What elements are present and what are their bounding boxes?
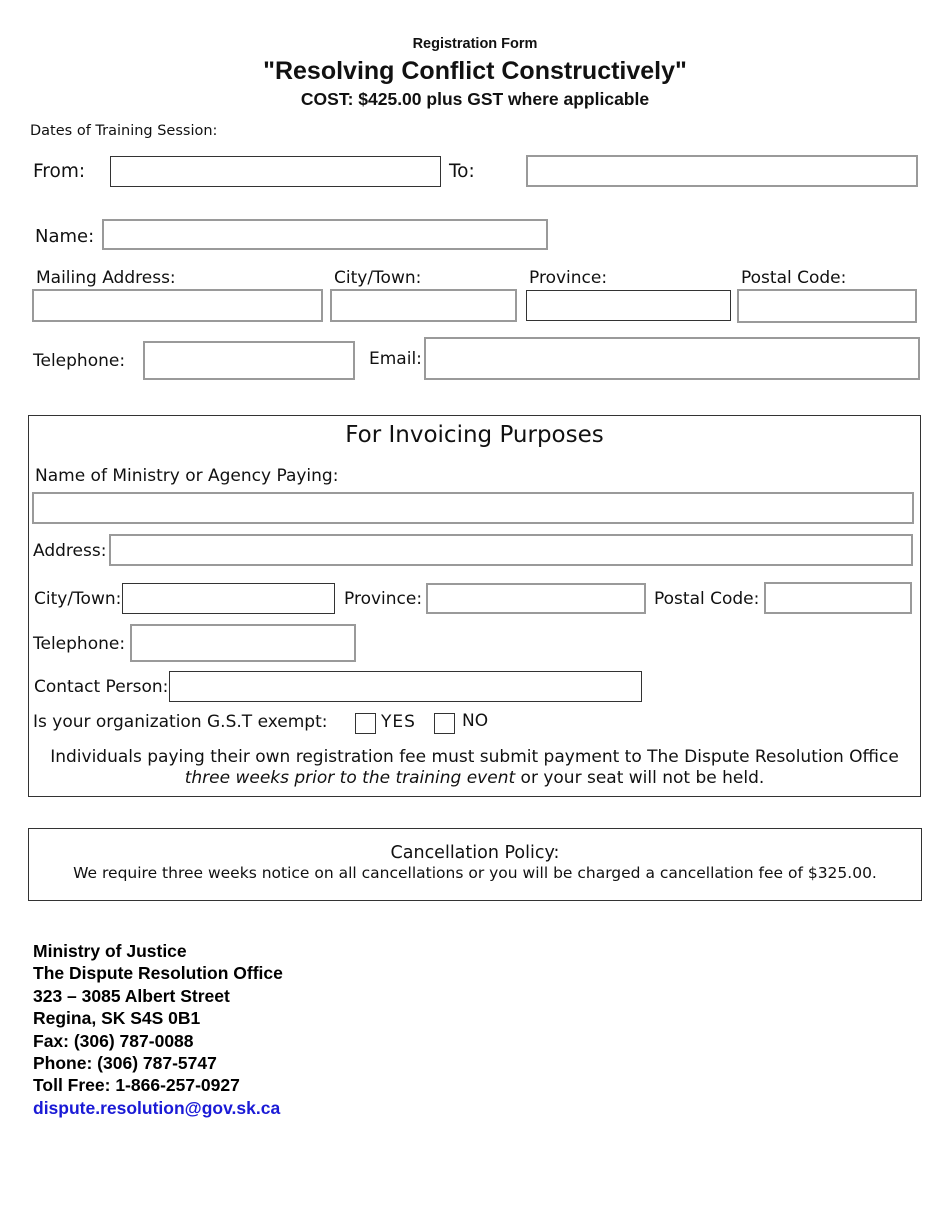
invoicing-heading: For Invoicing Purposes	[345, 422, 604, 448]
city-label: City/Town:	[334, 268, 422, 288]
gst-yes-label: YES	[381, 712, 416, 732]
invoice-city-label: City/Town:	[34, 589, 122, 609]
invoice-address-field[interactable]	[109, 534, 913, 566]
from-label: From:	[33, 161, 86, 182]
invoice-telephone-label: Telephone:	[33, 634, 126, 654]
footer-ministry: Ministry of Justice	[33, 941, 187, 961]
contact-person-label: Contact Person:	[34, 677, 169, 697]
form-type: Registration Form	[412, 36, 538, 52]
from-date-field[interactable]	[110, 156, 441, 187]
to-label: To:	[449, 161, 475, 182]
payment-notice-line2	[28, 768, 921, 789]
payment-notice-rest: or your seat will not be held.	[515, 768, 765, 788]
invoice-province-label: Province:	[344, 589, 423, 609]
footer-email-link[interactable]: dispute.resolution@gov.sk.ca	[33, 1097, 281, 1118]
telephone-field[interactable]	[143, 341, 355, 380]
city-field[interactable]	[330, 289, 517, 322]
footer-city: Regina, SK S4S 0B1	[33, 1008, 201, 1029]
footer-phone: Phone: (306) 787-5747	[33, 1053, 217, 1074]
gst-no-label: NO	[462, 711, 489, 731]
cancellation-text: We require three weeks notice on all cancellations or you will be charged a cancellation fee of $325.00.	[73, 864, 877, 882]
invoice-postal-field[interactable]	[764, 582, 912, 614]
footer-fax: Fax: (306) 787-0088	[33, 1030, 194, 1051]
postal-code-label: Postal Code:	[741, 268, 847, 288]
invoice-city-field[interactable]	[122, 583, 335, 614]
footer-office: The Dispute Resolution Office	[33, 963, 283, 984]
name-field[interactable]	[102, 219, 548, 250]
invoice-postal-label: Postal Code:	[654, 589, 760, 609]
telephone-label: Telephone:	[33, 351, 126, 371]
cancellation-heading: Cancellation Policy:	[390, 843, 560, 863]
postal-code-field[interactable]	[737, 289, 917, 323]
footer-toll-free: Toll Free: 1-866-257-0927	[33, 1075, 240, 1096]
province-label: Province:	[529, 268, 608, 288]
payment-notice-line1: Individuals paying their own registration fee must submit payment to The Dispute Resolution Office	[50, 747, 899, 767]
cost-line: COST: $425.00 plus GST where applicable	[300, 89, 650, 109]
mailing-address-field[interactable]	[32, 289, 323, 322]
name-label: Name:	[35, 226, 95, 247]
to-date-field[interactable]	[526, 155, 918, 187]
contact-person-field[interactable]	[169, 671, 642, 702]
dates-label: Dates of Training Session:	[30, 123, 218, 139]
gst-no-checkbox[interactable]	[434, 713, 455, 734]
footer-street: 323 – 3085 Albert Street	[33, 985, 230, 1006]
invoice-address-label: Address:	[33, 541, 107, 561]
ministry-paying-label: Name of Ministry or Agency Paying:	[35, 466, 339, 486]
province-field[interactable]	[526, 290, 731, 321]
gst-yes-checkbox[interactable]	[355, 713, 376, 734]
mailing-address-label: Mailing Address:	[36, 268, 176, 288]
page-title: "Resolving Conflict Constructively"	[263, 57, 687, 85]
payment-notice	[28, 747, 921, 789]
gst-exempt-question: Is your organization G.S.T exempt:	[33, 712, 328, 732]
email-label: Email:	[369, 349, 422, 369]
payment-deadline: three weeks prior to the training event	[184, 768, 516, 788]
invoice-province-field[interactable]	[426, 583, 646, 614]
contact-block	[33, 940, 283, 1119]
ministry-paying-field[interactable]	[32, 492, 914, 524]
invoice-telephone-field[interactable]	[130, 624, 356, 662]
email-field[interactable]	[424, 337, 920, 380]
